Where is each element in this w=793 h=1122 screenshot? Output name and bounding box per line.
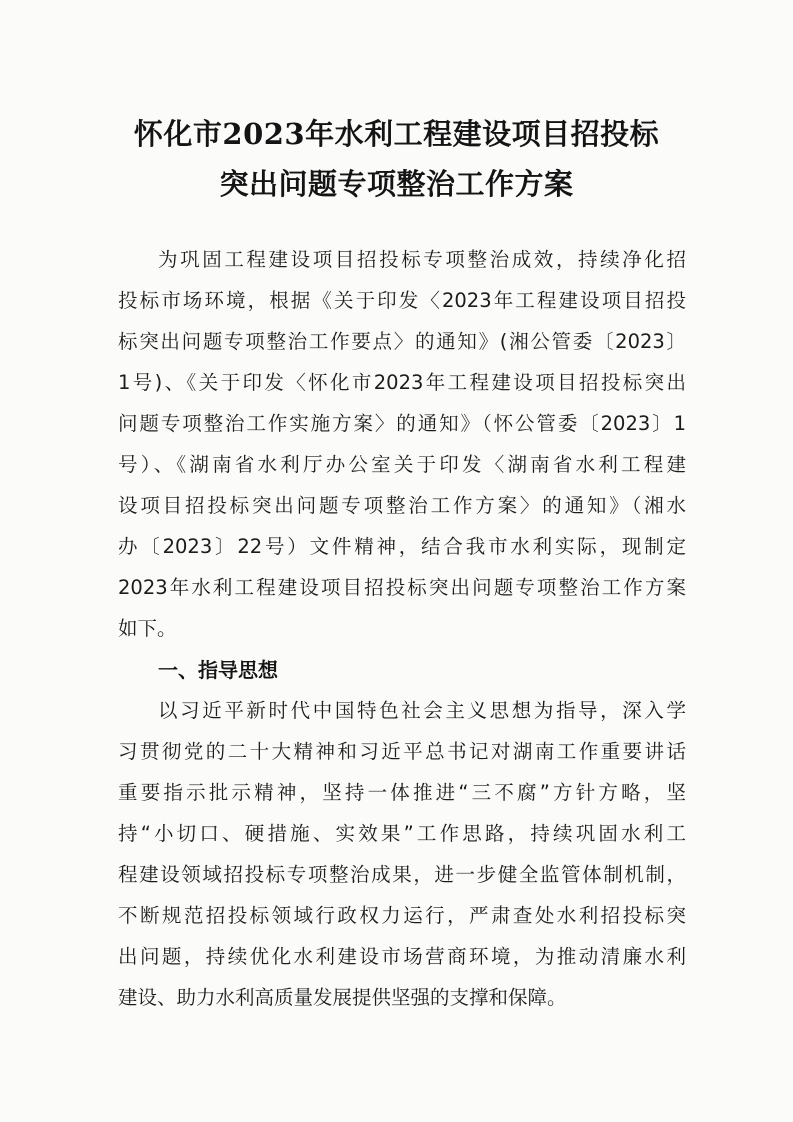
intro-paragraph-line: 号）、《湖南省水利厅办公室关于印发〈湖南省水利工程建 <box>118 453 686 476</box>
section1-paragraph-line: 建设、助力水利高质量发展提供坚强的支撑和保障。 <box>118 986 567 1009</box>
document-title-line-2: 突出问题专项整治工作方案 <box>219 167 574 201</box>
section1-paragraph-line: 不断规范招投标领域行政权力运行，严肃查处水利招投标突 <box>118 904 686 927</box>
intro-paragraph-line: 为巩固工程建设项目招投标专项整治成效，持续净化招 <box>158 248 686 271</box>
section1-paragraph-line: 习贯彻党的二十大精神和习近平总书记对湖南工作重要讲话 <box>118 740 686 763</box>
intro-paragraph-line: 投标市场环境，根据《关于印发〈2023年工程建设项目招投 <box>118 289 686 312</box>
intro-paragraph-line: 2023年水利工程建设项目招投标突出问题专项整治工作方案 <box>118 576 686 599</box>
intro-paragraph-line: 设项目招投标突出问题专项整治工作方案〉的通知》（湘水 <box>118 494 686 517</box>
section1-paragraph-line: 持“小切口、硬措施、实效果”工作思路，持续巩固水利工 <box>118 822 686 845</box>
intro-paragraph-line: 办〔2023〕22号）文件精神，结合我市水利实际，现制定 <box>118 535 686 558</box>
section1-paragraph-line: 以习近平新时代中国特色社会主义思想为指导，深入学 <box>158 699 686 722</box>
document-title-line-1: 怀化市2023年水利工程建设项目招投标 <box>133 117 660 151</box>
intro-paragraph-line: 问题专项整治工作实施方案〉的通知》（怀公管委〔2023〕1 <box>118 412 686 435</box>
intro-paragraph-line: 标突出问题专项整治工作要点〉的通知》(湘公管委〔2023〕 <box>118 330 686 353</box>
section1-paragraph-line: 程建设领域招投标专项整治成果，进一步健全监管体制机制， <box>118 863 686 886</box>
section-heading-guiding-ideology: 一、指导思想 <box>158 658 278 682</box>
intro-paragraph-line: 如下。 <box>118 617 177 640</box>
section1-paragraph-line: 重要指示批示精神，坚持一体推进“三不腐”方针方略，坚 <box>118 781 686 804</box>
section1-paragraph-line: 出问题，持续优化水利建设市场营商环境，为推动清廉水利 <box>118 945 686 968</box>
intro-paragraph-line: 1号)、《关于印发〈怀化市2023年工程建设项目招投标突出 <box>118 371 686 394</box>
